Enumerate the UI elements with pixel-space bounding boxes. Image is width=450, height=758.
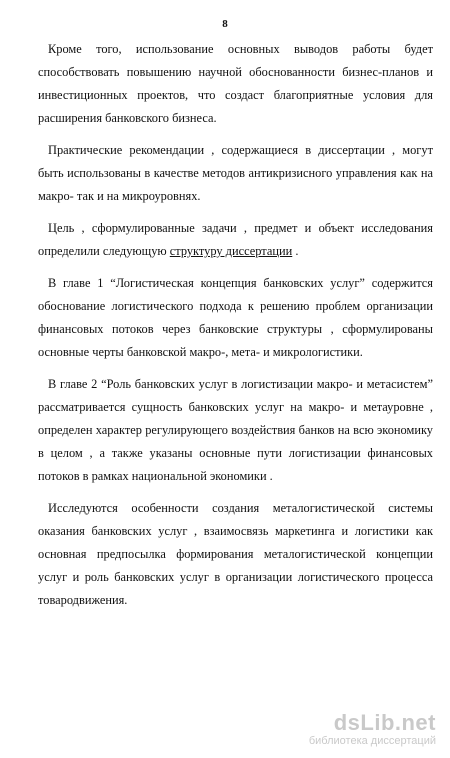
watermark-logo: dsLib.net bbox=[333, 710, 436, 735]
paragraph-5: В главе 2 “Роль банковских услуг в логистизации макро- и метасистем” рассматривается сущность банковских услуг на макро- и метауровне , определен характер регулирующего воздействия банков на всю экономику в целом , а также указаны основные пути логистизации финансовых потоков в рамках национальной экономики . bbox=[38, 377, 433, 483]
watermark bbox=[309, 711, 436, 748]
paragraph-6: Исследуются особенности создания металогистической системы оказания банковских услуг , взаимосвязь маркетинга и логистики как основная предпосылка формирования металогистической концепции услуг и роль банковских услуг в организации логистического процесса товародвижения. bbox=[38, 501, 433, 607]
paragraph-4: В главе 1 “Логистическая концепция банковских услуг” содержится обоснование логистического подхода к решению проблем организации финансовых потоков через банковские структуры , сформулированы основные черты банковской макро-, мета- и микрологистики. bbox=[38, 276, 433, 359]
paragraph-3-text-before: Цель , сформулированные задачи , предмет и объект исследования определили следующую bbox=[38, 221, 433, 258]
paragraph-3-text-after: . bbox=[292, 244, 299, 258]
paragraph-2: Практические рекомендации , содержащиеся в диссертации , могут быть использованы в качестве методов антикризисного управления как на макро- так и на микроуровнях. bbox=[38, 143, 433, 203]
underlined-phrase: структуру диссертации bbox=[169, 244, 293, 258]
paragraph-1: Кроме того, использование основных выводов работы будет способствовать повышению научной обоснованности бизнес-планов и инвестиционных проектов, что создаст благоприятные условия для расширения банковского бизнеса. bbox=[38, 42, 433, 125]
paragraph-3 bbox=[38, 217, 433, 263]
document-body bbox=[38, 38, 433, 621]
watermark-tagline: библиотека диссертаций bbox=[308, 735, 436, 747]
page-number: 8 bbox=[222, 18, 228, 30]
